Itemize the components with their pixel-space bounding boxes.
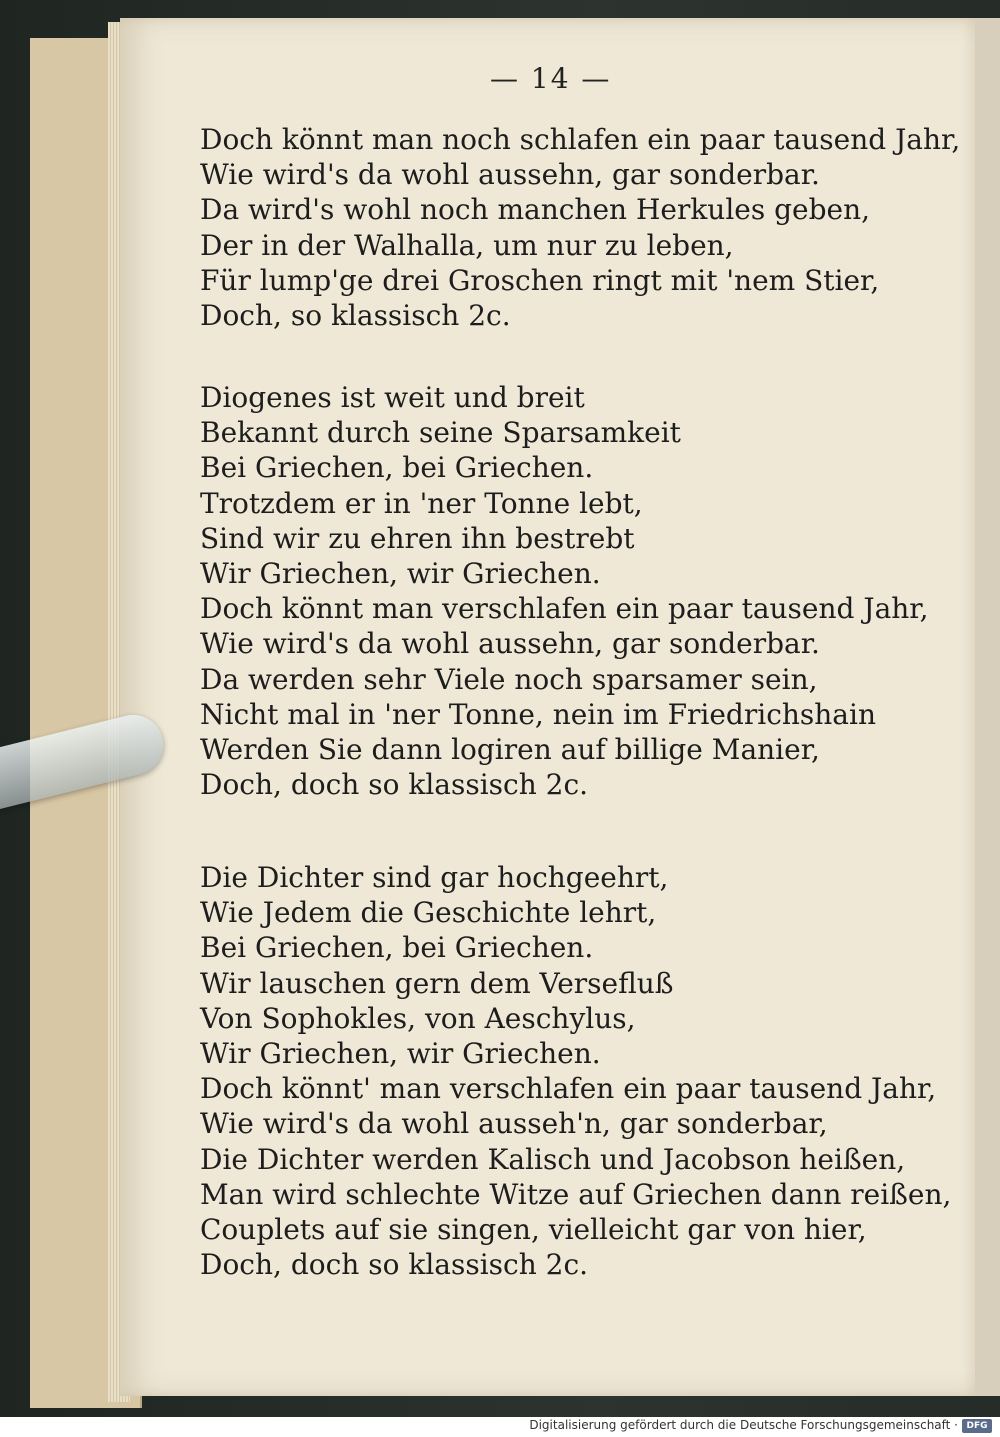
- verse-line: Doch könnt man noch schlafen ein paar tausend Jahr,: [200, 123, 961, 156]
- verse-line: Bekannt durch seine Sparsamkeit: [200, 416, 681, 450]
- verse-line: Wie Jedem die Geschichte lehrt,: [200, 896, 657, 930]
- verse-line: Nicht mal in 'ner Tonne, nein im Friedrichshain: [200, 697, 876, 731]
- page-number: — 14 —: [490, 62, 612, 95]
- verse-line: Doch könnt' man verschlafen ein paar tausend Jahr,: [200, 1072, 937, 1106]
- verse-line: Wie wird's da wohl ausseh'n, gar sonderbar,: [200, 1107, 828, 1141]
- verse-line: Bei Griechen, bei Griechen.: [200, 451, 594, 485]
- verse-line: Doch könnt man verschlafen ein paar tausend Jahr,: [200, 592, 929, 626]
- verse-line: Sind wir zu ehren ihn bestrebt: [200, 521, 635, 555]
- verse-line: Wir Griechen, wir Griechen.: [200, 557, 601, 591]
- verse-line: Werden Sie dann logiren auf billige Manier,: [200, 733, 820, 767]
- digitization-credit: Digitalisierung gefördert durch die Deutsche Forschungsgemeinschaft ·: [529, 1418, 958, 1432]
- verse-line: Diogenes ist weit und breit: [200, 381, 585, 414]
- verse-line: Da wird's wohl noch manchen Herkules geben,: [200, 193, 871, 227]
- verse-line: Von Sophokles, von Aeschylus,: [200, 1001, 636, 1035]
- verse-line: Wir lauschen gern dem Versefluß: [200, 966, 674, 1000]
- verse-line: Da werden sehr Viele noch sparsamer sein,: [200, 662, 818, 696]
- verse-line: Doch, doch so klassisch 2c.: [200, 1248, 589, 1282]
- verse-line: Die Dichter werden Kalisch und Jacobson heißen,: [200, 1142, 906, 1176]
- stanza-3: [200, 860, 951, 1282]
- verse-line: Bei Griechen, bei Griechen.: [200, 931, 594, 965]
- verse-line: Doch, so klassisch 2c.: [200, 299, 511, 333]
- verse-line: Couplets auf sie singen, vielleicht gar von hier,: [200, 1213, 867, 1247]
- verse-line: Trotzdem er in 'ner Tonne lebt,: [200, 486, 643, 520]
- verse-line: Man wird schlechte Witze auf Griechen dann reißen,: [200, 1177, 952, 1211]
- dfg-logo: DFG: [962, 1419, 992, 1433]
- verse-line: Wie wird's da wohl aussehn, gar sonderbar.: [200, 627, 820, 661]
- stanza-2: [200, 380, 929, 802]
- verse-line: Die Dichter sind gar hochgeehrt,: [200, 861, 669, 894]
- verse-line: Wir Griechen, wir Griechen.: [200, 1037, 601, 1071]
- verse-line: Doch, doch so klassisch 2c.: [200, 768, 589, 802]
- page-edge-right: [975, 18, 1000, 1396]
- stanza-1: [200, 122, 960, 333]
- verse-line: Für lump'ge drei Groschen ringt mit 'nem Stier,: [200, 263, 880, 297]
- verse-line: Der in der Walhalla, um nur zu leben,: [200, 228, 734, 262]
- verse-line: Wie wird's da wohl aussehn, gar sonderbar.: [200, 158, 820, 192]
